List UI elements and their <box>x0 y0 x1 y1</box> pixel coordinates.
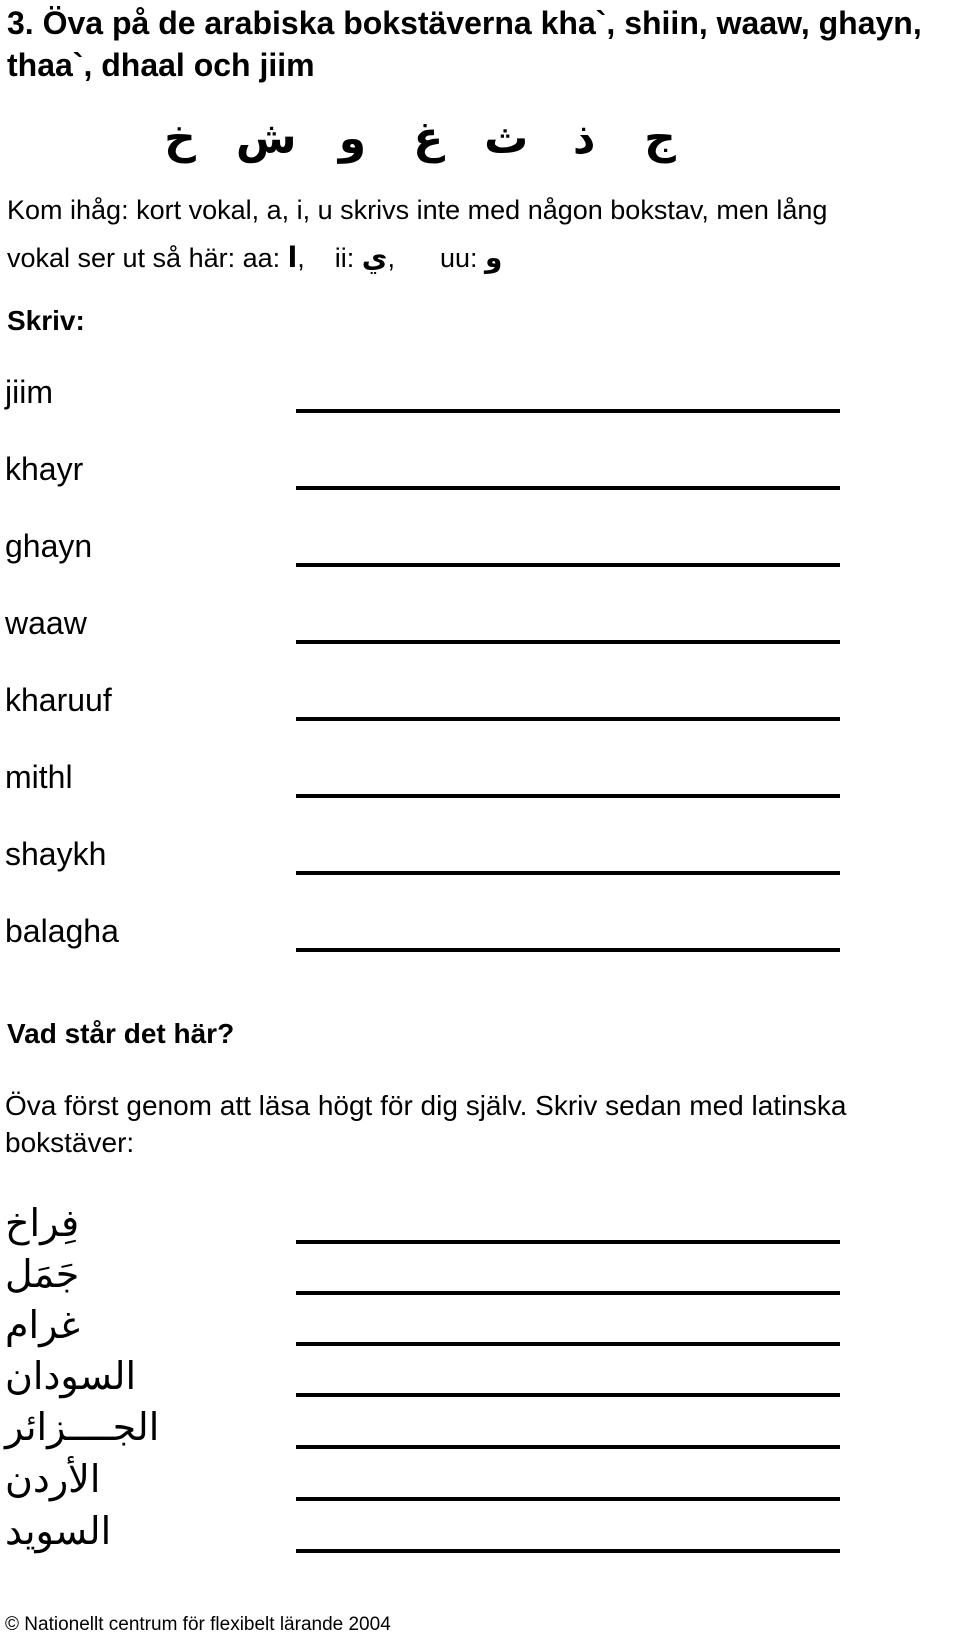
letter-waaw: و <box>338 112 367 164</box>
write-word-3: ghayn <box>5 528 93 564</box>
letter-dhaal: ذ <box>572 112 596 164</box>
answer-line-7[interactable] <box>296 871 840 875</box>
letter-kha: خ <box>164 112 196 164</box>
answer-line-5[interactable] <box>296 717 840 721</box>
write-word-5: kharuuf <box>5 682 112 718</box>
arabic-word-5: الجــــزائر <box>5 1405 160 1449</box>
uu-label: uu: <box>439 243 478 273</box>
arabic-word-7: السويد <box>5 1509 112 1553</box>
write-heading: Skriv: <box>7 305 85 336</box>
letter-ghayn: غ <box>413 112 444 164</box>
aa-letter: ا <box>287 241 298 274</box>
reading-answer-line-4[interactable] <box>296 1393 840 1397</box>
reading-answer-line-1[interactable] <box>296 1240 840 1244</box>
reading-answer-line-3[interactable] <box>296 1342 840 1346</box>
write-word-1: jiim <box>5 374 53 410</box>
arabic-word-6: الأردن <box>5 1457 101 1501</box>
read-instruction: Öva först genom att läsa högt för dig själv. Skriv sedan med latinska bokstäver: <box>5 1090 847 1158</box>
reminder-aa-prefix: vokal ser ut så här: aa: <box>7 243 281 273</box>
copyright-footer: © Nationellt centrum för flexibelt lärande 2004 <box>5 1614 391 1635</box>
arabic-letters-row <box>160 108 680 168</box>
reading-answer-line-6[interactable] <box>296 1497 840 1501</box>
write-word-8: balagha <box>5 913 119 949</box>
answer-line-4[interactable] <box>296 640 840 644</box>
answer-line-1[interactable] <box>296 409 840 413</box>
read-heading: Vad står det här? <box>7 1018 235 1049</box>
write-word-6: mithl <box>5 759 73 795</box>
letter-jiim: ج <box>644 112 676 164</box>
arabic-word-1: فِراخ <box>5 1201 80 1245</box>
reminder-line-2: vokal ser ut så här: aa: ا, ii: ي, uu: و <box>7 241 503 274</box>
answer-line-2[interactable] <box>296 486 840 490</box>
arabic-word-4: السودان <box>5 1354 137 1398</box>
page-title: 3. Öva på de arabiska bokstäverna kha`, shiin, waaw, ghayn, thaa`, dhaal och jiim <box>7 5 922 83</box>
arabic-word-3: غرام <box>5 1303 80 1347</box>
ii-letter: ي <box>361 241 388 274</box>
reading-answer-line-2[interactable] <box>296 1291 840 1295</box>
vowel-reminder <box>7 186 957 282</box>
answer-line-6[interactable] <box>296 794 840 798</box>
answer-line-3[interactable] <box>296 563 840 567</box>
write-word-2: khayr <box>5 451 84 487</box>
answer-line-8[interactable] <box>296 948 840 952</box>
write-word-4: waaw <box>5 605 87 641</box>
reminder-line-1: Kom ihåg: kort vokal, a, i, u skrivs inte med någon bokstav, men lång <box>7 195 828 225</box>
uu-letter: و <box>485 241 503 274</box>
ii-label: ii: <box>334 243 355 273</box>
reading-answer-line-5[interactable] <box>296 1445 840 1449</box>
reading-answer-line-7[interactable] <box>296 1549 840 1553</box>
write-word-7: shaykh <box>5 836 107 872</box>
arabic-word-2: جَمَل <box>5 1252 80 1296</box>
letter-thaa: ث <box>484 112 529 164</box>
letter-shiin: ش <box>235 112 297 164</box>
